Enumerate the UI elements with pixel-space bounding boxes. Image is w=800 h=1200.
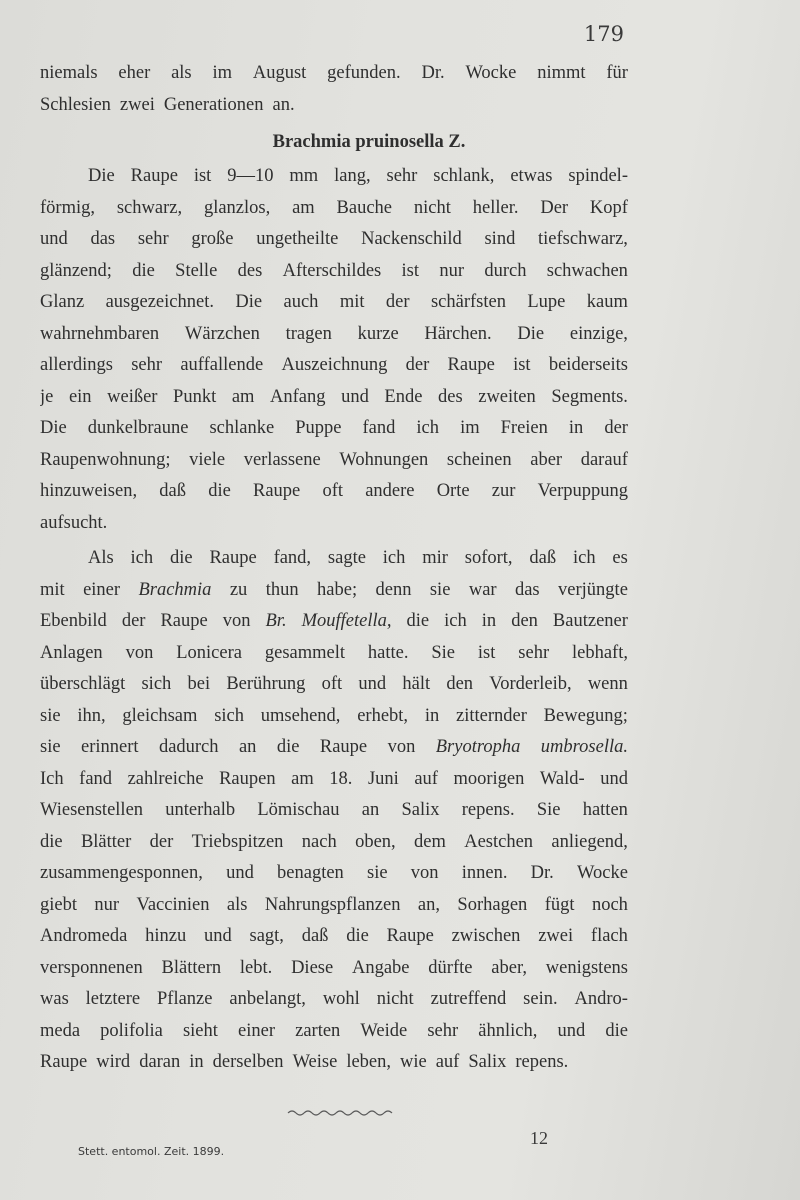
text-line: allerdings sehr auffallende Auszeichnung der Raupe ist beiderseits <box>40 355 628 375</box>
text-line: sie erinnert dadurch an die Raupe von Bryotropha umbrosella. <box>40 737 628 757</box>
text-line: Schlesien zwei Generationen an. <box>40 94 295 115</box>
text-line: Ebenbild der Raupe von Br. Mouffetella, die ich in den Bautzener <box>40 611 628 631</box>
text-line: giebt nur Vaccinien als Nahrungspflanzen an, Sorhagen fügt noch <box>40 894 628 915</box>
intro-paragraph <box>40 58 628 121</box>
page-number: 179 <box>583 22 624 46</box>
text-line: Ich fand zahlreiche Raupen am 18. Juni auf moorigen Wald- und <box>40 768 628 789</box>
text-line: Raupenwohnung; viele verlassene Wohnungen scheinen aber darauf <box>40 449 628 470</box>
text-line: aufsucht. <box>40 512 108 533</box>
text-line: glänzend; die Stelle des Afterschildes ist nur durch schwachen <box>40 260 628 281</box>
body-text <box>40 58 628 1079</box>
text-line: niemals eher als im August gefunden. Dr. Wocke nimmt für <box>40 63 628 83</box>
text-line: Glanz ausgezeichnet. Die auch mit der schärfsten Lupe kaum <box>40 292 628 312</box>
text-line: hinzuweisen, daß die Raupe oft andere Orte zur Verpuppung <box>40 481 628 501</box>
text-line: Wiesenstellen unterhalb Lömischau an Salix repens. Sie hatten <box>40 800 628 820</box>
section-heading: Brachmia pruinosella Z. <box>272 132 466 152</box>
text-line: versponnenen Blättern lebt. Diese Angabe dürfte aber, wenigstens <box>40 957 628 978</box>
text-line: überschlägt sich bei Berührung oft und hält den Vorderleib, wenn <box>40 674 628 694</box>
journal-footer: Stett. entomol. Zeit. 1899. <box>78 1145 225 1158</box>
observation-paragraph <box>40 543 628 1079</box>
text-line: und das sehr große ungetheilte Nackenschild sind tiefschwarz, <box>40 229 628 249</box>
text-line: Als ich die Raupe fand, sagte ich mir sofort, daß ich es <box>88 548 628 568</box>
text-line: was letztere Pflanze anbelangt, wohl nicht zutreffend sein. Andro- <box>40 989 628 1009</box>
text-line: förmig, schwarz, glanzlos, am Bauche nicht heller. Der Kopf <box>40 197 628 218</box>
text-line: mit einer Brachmia zu thun habe; denn sie war das verjüngte <box>40 579 628 600</box>
signature-mark: 12 <box>530 1128 548 1148</box>
text-line: Raupe wird daran in derselben Weise leben, wie auf Salix repens. <box>40 1052 569 1072</box>
ornament-rule <box>286 1108 396 1118</box>
text-line: je ein weißer Punkt am Anfang und Ende des zweiten Segments. <box>40 386 628 407</box>
text-line: Anlagen von Lonicera gesammelt hatte. Sie ist sehr lebhaft, <box>40 642 628 663</box>
description-paragraph <box>40 161 628 539</box>
text-line: meda polifolia sieht einer zarten Weide sehr ähnlich, und die <box>40 1020 628 1041</box>
text-line: sie ihn, gleichsam sich umsehend, erhebt, in zitternder Bewegung; <box>40 705 628 726</box>
text-line: Die Raupe ist 9—10 mm lang, sehr schlank, etwas spindel- <box>88 166 628 186</box>
text-line: Andromeda hinzu und sagt, daß die Raupe zwischen zwei flach <box>40 926 628 946</box>
text-line: zusammengesponnen, und benagten sie von innen. Dr. Wocke <box>40 863 628 883</box>
text-line: Die dunkelbraune schlanke Puppe fand ich im Freien in der <box>40 418 628 438</box>
text-line: die Blätter der Triebspitzen nach oben, dem Aestchen anliegend, <box>40 831 628 852</box>
text-line: wahrnehmbaren Wärzchen tragen kurze Härchen. Die einzige, <box>40 323 628 344</box>
